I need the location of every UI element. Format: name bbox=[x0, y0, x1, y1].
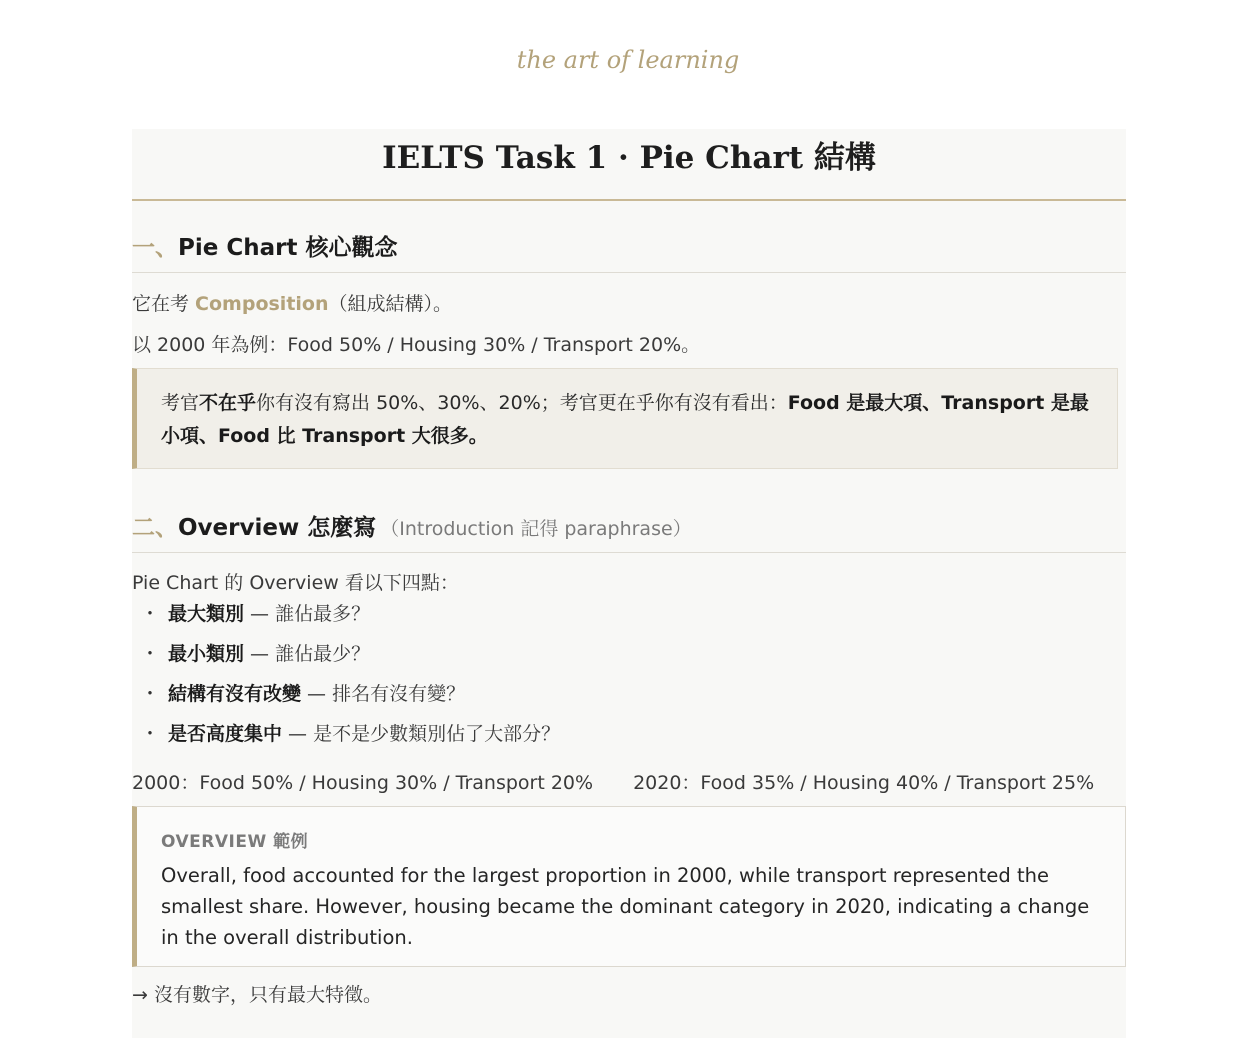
site-tagline: the art of learning bbox=[516, 46, 740, 74]
list-item bbox=[132, 639, 560, 679]
item-text: — 誰佔最多？ bbox=[244, 603, 371, 625]
emphasis: Food 是最大項、Transport 是最小項、Food 比 Transport 大很多。 bbox=[161, 392, 1089, 447]
overview-example-box bbox=[132, 806, 1126, 967]
text-segment: 你有沒有寫出 50%、30%、20%；考官更在乎你有沒有看出： bbox=[256, 392, 788, 414]
bullet-icon: ・ bbox=[140, 723, 160, 745]
section-number: 一、 bbox=[132, 235, 178, 261]
examiner-callout bbox=[132, 368, 1118, 469]
example-2000-line: 以 2000 年為例：Food 50% / Housing 30% / Transport 20%。 bbox=[132, 334, 701, 356]
item-keyword: 最小類別 bbox=[168, 643, 245, 665]
example-text: Overall, food accounted for the largest proportion in 2000, while transport represented the smallest share. However, housing became the dominant category in 2020, indicating a change in the overall distribution. bbox=[161, 864, 1090, 949]
content-card bbox=[132, 129, 1126, 1038]
list-item bbox=[132, 679, 560, 719]
closing-note: → 沒有數字，只有最大特徵。 bbox=[132, 984, 382, 1006]
text-segment: 它在考 bbox=[132, 293, 196, 315]
overview-intro: Pie Chart 的 Overview 看以下四點： bbox=[132, 572, 459, 594]
text-segment: 考官 bbox=[161, 392, 200, 414]
section-heading-text: Pie Chart 核心觀念 bbox=[178, 235, 398, 261]
item-text: — 排名有沒有變？ bbox=[301, 683, 466, 705]
overview-checklist bbox=[132, 599, 560, 759]
item-keyword: 最大類別 bbox=[168, 603, 245, 625]
section-heading-2 bbox=[132, 509, 1126, 553]
composition-line bbox=[132, 289, 1126, 316]
bullet-icon: ・ bbox=[140, 603, 160, 625]
item-text: — 是不是少數類別佔了大部分？ bbox=[282, 723, 561, 745]
emphasis: 不在乎 bbox=[199, 392, 257, 414]
composition-keyword: Composition bbox=[195, 293, 329, 315]
callout-text bbox=[161, 387, 1093, 453]
bullet-icon: ・ bbox=[140, 683, 160, 705]
page-title: IELTS Task 1 · Pie Chart 結構 bbox=[132, 129, 1126, 201]
example-label: OVERVIEW 範例 bbox=[161, 832, 309, 852]
section-heading-1 bbox=[132, 229, 1126, 273]
list-item bbox=[132, 719, 560, 759]
section-heading-text: Overview 怎麼寫 bbox=[178, 515, 377, 541]
list-item bbox=[132, 599, 560, 639]
section-number: 二、 bbox=[132, 515, 178, 541]
item-keyword: 結構有沒有改變 bbox=[168, 683, 302, 705]
data-2020: 2020：Food 35% / Housing 40% / Transport 25% bbox=[633, 772, 1095, 794]
data-comparison-line bbox=[132, 768, 1126, 795]
text-segment: （組成結構）。 bbox=[328, 293, 453, 315]
section-subheading: （Introduction 記得 paraphrase） bbox=[380, 518, 692, 540]
item-text: — 誰佔最少？ bbox=[244, 643, 371, 665]
data-2000: 2000：Food 50% / Housing 30% / Transport 20% bbox=[132, 772, 594, 794]
item-keyword: 是否高度集中 bbox=[168, 723, 283, 745]
bullet-icon: ・ bbox=[140, 643, 160, 665]
